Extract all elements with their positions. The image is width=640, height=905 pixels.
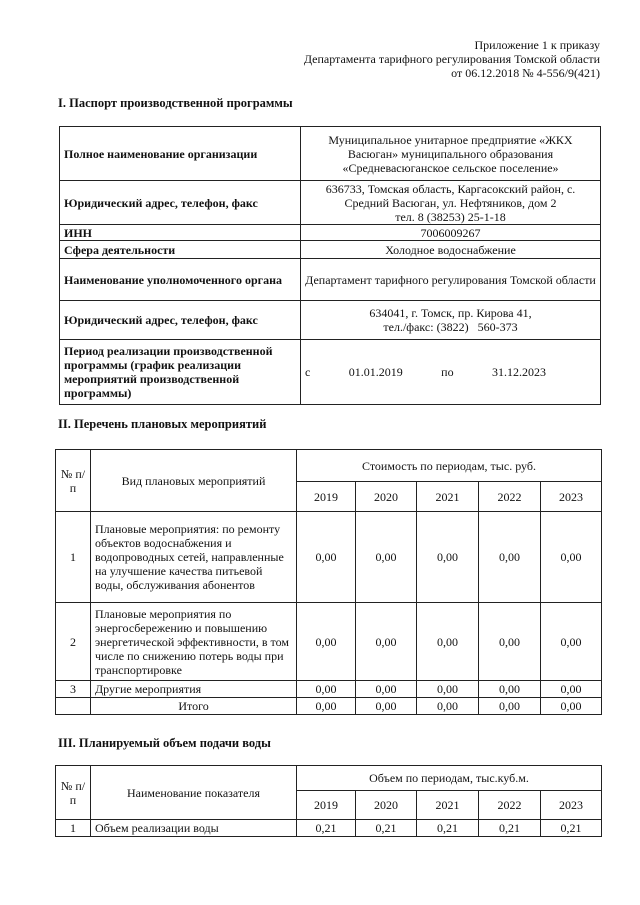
table-row	[60, 241, 601, 259]
volume-cell: 0,21	[479, 820, 541, 837]
col-header: № п/п	[56, 766, 91, 820]
cost-cell: 0,00	[479, 603, 541, 681]
row-value: 7006009267	[301, 225, 601, 241]
from-label: с	[305, 365, 311, 379]
passport-table	[59, 126, 601, 405]
table-header-row	[56, 766, 602, 791]
volume-cell: 0,21	[297, 820, 356, 837]
cost-cell: 0,00	[356, 698, 417, 715]
table-row	[56, 681, 602, 698]
section-title: III. Планируемый объем подачи воды	[58, 736, 271, 750]
cost-cell: 0,00	[479, 681, 541, 698]
row-value	[301, 181, 601, 225]
cost-cell: 0,00	[479, 698, 541, 715]
year-header: 2020	[356, 482, 417, 512]
volume-cell: 0,21	[541, 820, 602, 837]
address: 634041, г. Томск, пр. Кирова 41,	[369, 306, 532, 320]
table-row	[60, 340, 601, 405]
col-header: Вид плановых мероприятий	[91, 450, 297, 512]
year-header: 2023	[541, 482, 602, 512]
row-label: Юридический адрес, телефон, факс	[60, 181, 301, 225]
order-reference	[304, 38, 600, 80]
cost-cell: 0,00	[417, 698, 479, 715]
row-value: Холодное водоснабжение	[301, 241, 601, 259]
cost-cell: 0,00	[356, 512, 417, 603]
table-row	[56, 603, 602, 681]
cost-cell: 0,00	[297, 698, 356, 715]
col-header: № п/п	[56, 450, 91, 512]
row-label: Период реализации производственной программы (график реализации мероприятий производственной программы)	[60, 340, 301, 405]
header-line: Департамента тарифного регулирования Томской области	[303, 52, 600, 66]
row-value: Департамент тарифного регулирования Томской области	[301, 259, 601, 301]
cost-cell: 0,00	[541, 698, 602, 715]
water-volume-table	[55, 765, 602, 837]
col-header: Объем по периодам, тыс.куб.м.	[297, 766, 602, 791]
cost-cell: 0,00	[356, 603, 417, 681]
row-number: 1	[56, 820, 91, 837]
year-header: 2022	[479, 482, 541, 512]
total-label: Итого	[91, 698, 297, 715]
activities-table	[55, 449, 602, 715]
header-line: Приложение 1 к приказу	[474, 38, 600, 52]
phone: тел./факс: (3822) 560-373	[383, 320, 518, 334]
cost-cell: 0,00	[541, 681, 602, 698]
table-row	[60, 127, 601, 181]
table-row	[60, 301, 601, 340]
year-header: 2023	[541, 791, 602, 820]
row-number: 2	[56, 603, 91, 681]
table-row	[60, 181, 601, 225]
volume-cell: 0,21	[417, 820, 479, 837]
table-row	[56, 820, 602, 837]
table-row	[60, 259, 601, 301]
col-header: Стоимость по периодам, тыс. руб.	[297, 450, 602, 482]
row-number: 3	[56, 681, 91, 698]
to-label: по	[441, 365, 454, 379]
cost-cell: 0,00	[541, 512, 602, 603]
from-date: 01.01.2019	[348, 365, 403, 379]
row-number: 1	[56, 512, 91, 603]
row-value	[301, 301, 601, 340]
table-row	[60, 225, 601, 241]
address: 636733, Томская область, Каргасокский район, с. Средний Васюган, ул. Нефтяников, дом 2	[325, 181, 576, 210]
cost-cell: 0,00	[479, 512, 541, 603]
section-title: II. Перечень плановых мероприятий	[58, 417, 267, 431]
period-value	[301, 340, 601, 405]
cost-cell: 0,00	[297, 603, 356, 681]
year-header: 2022	[479, 791, 541, 820]
row-label: Юридический адрес, телефон, факс	[60, 301, 301, 340]
year-header: 2019	[297, 791, 356, 820]
header-line: от 06.12.2018 № 4-556/9(421)	[451, 66, 600, 80]
cost-cell: 0,00	[297, 681, 356, 698]
indicator-name: Объем реализации воды	[91, 820, 297, 837]
activity-name: Плановые мероприятия по энергосбережению и повышению энергетической эффективности, в том числе по снижению потерь воды при транспортировке	[91, 603, 297, 681]
year-header: 2021	[417, 482, 479, 512]
cost-cell: 0,00	[297, 512, 356, 603]
activity-name: Плановые мероприятия: по ремонту объектов водоснабжения и водопроводных сетей, направленные на улучшение качества питьевой воды, обслуживания абонентов	[91, 512, 297, 603]
year-header: 2020	[356, 791, 417, 820]
col-header: Наименование показателя	[91, 766, 297, 820]
row-label: ИНН	[60, 225, 301, 241]
cost-cell: 0,00	[417, 512, 479, 603]
row-label: Сфера деятельности	[60, 241, 301, 259]
section-title: I. Паспорт производственной программы	[58, 96, 293, 110]
cost-cell: 0,00	[417, 681, 479, 698]
cost-cell: 0,00	[541, 603, 602, 681]
total-row	[56, 698, 602, 715]
cost-cell: 0,00	[356, 681, 417, 698]
activity-name: Другие мероприятия	[91, 681, 297, 698]
row-value: Муниципальное унитарное предприятие «ЖКХ Васюган» муниципального образования «Средневасюганское сельское поселение»	[301, 127, 601, 181]
year-header: 2021	[417, 791, 479, 820]
table-row	[56, 512, 602, 603]
row-label: Полное наименование организации	[60, 127, 301, 181]
year-header: 2019	[297, 482, 356, 512]
to-date: 31.12.2023	[491, 365, 546, 379]
phone: тел. 8 (38253) 25-1-18	[395, 209, 506, 224]
empty-cell	[56, 698, 91, 715]
row-label: Наименование уполномоченного органа	[60, 259, 301, 301]
cost-cell: 0,00	[417, 603, 479, 681]
volume-cell: 0,21	[356, 820, 417, 837]
table-header-row	[56, 450, 602, 482]
